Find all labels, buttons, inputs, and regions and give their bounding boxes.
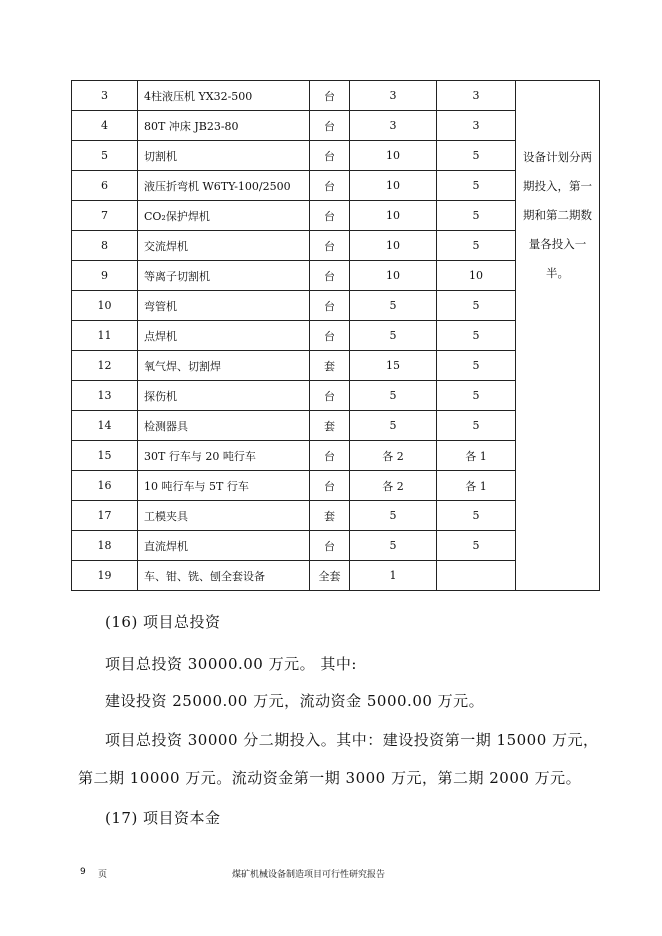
planned-quantity-cell: 10 — [350, 201, 437, 231]
row-number-cell: 12 — [72, 351, 138, 381]
row-number-cell: 4 — [72, 111, 138, 141]
row-number-cell: 9 — [72, 261, 138, 291]
equipment-name-cell: 检测器具 — [138, 411, 310, 441]
planned-quantity-cell: 10 — [350, 261, 437, 291]
section-17-heading: (17) 项目资本金 — [105, 809, 221, 827]
row-number-cell: 16 — [72, 471, 138, 501]
row-number-cell: 3 — [72, 81, 138, 111]
row-number-cell: 19 — [72, 561, 138, 591]
phase-one-quantity-cell: 各 1 — [437, 471, 516, 501]
unit-cell: 台 — [310, 531, 350, 561]
unit-cell: 套 — [310, 351, 350, 381]
phase-one-quantity-cell: 5 — [437, 381, 516, 411]
row-number-cell: 10 — [72, 291, 138, 321]
unit-cell: 台 — [310, 111, 350, 141]
planned-quantity-cell: 3 — [350, 111, 437, 141]
planned-quantity-cell: 各 2 — [350, 441, 437, 471]
planned-quantity-cell: 5 — [350, 531, 437, 561]
equipment-name-cell: 氧气焊、切割焊 — [138, 351, 310, 381]
unit-cell: 套 — [310, 501, 350, 531]
phase-one-quantity-cell: 3 — [437, 81, 516, 111]
unit-cell: 台 — [310, 441, 350, 471]
equipment-name-cell: 30T 行车与 20 吨行车 — [138, 441, 310, 471]
row-number-cell: 8 — [72, 231, 138, 261]
phase-one-quantity-cell — [437, 561, 516, 591]
planned-quantity-cell: 15 — [350, 351, 437, 381]
equipment-name-cell: 工模夹具 — [138, 501, 310, 531]
planned-quantity-cell: 5 — [350, 501, 437, 531]
unit-cell: 台 — [310, 141, 350, 171]
equipment-name-cell: 80T 冲床 JB23-80 — [138, 111, 310, 141]
row-number-cell: 15 — [72, 441, 138, 471]
planned-quantity-cell: 5 — [350, 381, 437, 411]
equipment-name-cell: 直流焊机 — [138, 531, 310, 561]
equipment-table-body — [72, 81, 600, 591]
phase-one-quantity-cell: 5 — [437, 411, 516, 441]
unit-cell: 台 — [310, 231, 350, 261]
phased-investment-line-1: 项目总投资 30000 分二期投入。其中：建设投资第一期 15000 万元， — [105, 731, 599, 749]
footer-page-label: 页 — [98, 870, 108, 880]
phase-one-quantity-cell: 10 — [437, 261, 516, 291]
planned-quantity-cell: 10 — [350, 141, 437, 171]
row-number-cell: 5 — [72, 141, 138, 171]
unit-cell: 台 — [310, 171, 350, 201]
equipment-name-cell: 交流焊机 — [138, 231, 310, 261]
planned-quantity-cell: 5 — [350, 321, 437, 351]
phase-one-quantity-cell: 5 — [437, 201, 516, 231]
planned-quantity-cell: 5 — [350, 411, 437, 441]
row-number-cell: 11 — [72, 321, 138, 351]
section-16-heading: (16) 项目总投资 — [105, 613, 221, 631]
row-number-cell: 6 — [72, 171, 138, 201]
footer-page-number: 9 — [80, 867, 86, 877]
table-row — [72, 81, 600, 111]
planned-quantity-cell: 1 — [350, 561, 437, 591]
total-investment-text: 项目总投资 30000.00 万元。 其中: — [105, 655, 357, 673]
equipment-name-cell: 液压折弯机 W6TY-100/2500 — [138, 171, 310, 201]
planned-quantity-cell: 5 — [350, 291, 437, 321]
phase-one-quantity-cell: 5 — [437, 291, 516, 321]
phased-investment-line-2: 第二期 10000 万元。流动资金第一期 3000 万元，第二期 2000 万元。 — [78, 769, 582, 787]
remarks-cell: 设备计划分两期投入，第一期和第二期数量各投入一半。 — [516, 81, 600, 591]
phase-one-quantity-cell: 5 — [437, 141, 516, 171]
equipment-name-cell: 4柱液压机 YX32-500 — [138, 81, 310, 111]
unit-cell: 台 — [310, 471, 350, 501]
unit-cell: 台 — [310, 381, 350, 411]
row-number-cell: 17 — [72, 501, 138, 531]
phase-one-quantity-cell: 5 — [437, 171, 516, 201]
equipment-name-cell: 点焊机 — [138, 321, 310, 351]
unit-cell: 台 — [310, 81, 350, 111]
row-number-cell: 18 — [72, 531, 138, 561]
equipment-name-cell: 10 吨行车与 5T 行车 — [138, 471, 310, 501]
phase-one-quantity-cell: 5 — [437, 231, 516, 261]
phase-one-quantity-cell: 3 — [437, 111, 516, 141]
equipment-name-cell: CO₂保护焊机 — [138, 201, 310, 231]
phase-one-quantity-cell: 各 1 — [437, 441, 516, 471]
planned-quantity-cell: 3 — [350, 81, 437, 111]
unit-cell: 台 — [310, 291, 350, 321]
row-number-cell: 14 — [72, 411, 138, 441]
row-number-cell: 13 — [72, 381, 138, 411]
equipment-name-cell: 车、钳、铣、刨全套设备 — [138, 561, 310, 591]
unit-cell: 台 — [310, 321, 350, 351]
unit-cell: 全套 — [310, 561, 350, 591]
phase-one-quantity-cell: 5 — [437, 501, 516, 531]
equipment-name-cell: 弯管机 — [138, 291, 310, 321]
construction-investment-text: 建设投资 25000.00 万元，流动资金 5000.00 万元。 — [105, 692, 485, 710]
row-number-cell: 7 — [72, 201, 138, 231]
planned-quantity-cell: 各 2 — [350, 471, 437, 501]
unit-cell: 套 — [310, 411, 350, 441]
equipment-name-cell: 切割机 — [138, 141, 310, 171]
planned-quantity-cell: 10 — [350, 171, 437, 201]
phase-one-quantity-cell: 5 — [437, 321, 516, 351]
equipment-name-cell: 探伤机 — [138, 381, 310, 411]
equipment-name-cell: 等离子切割机 — [138, 261, 310, 291]
unit-cell: 台 — [310, 201, 350, 231]
phase-one-quantity-cell: 5 — [437, 351, 516, 381]
equipment-table — [71, 80, 600, 591]
unit-cell: 台 — [310, 261, 350, 291]
footer-report-title: 煤矿机械设备制造项目可行性研究报告 — [232, 870, 386, 880]
phase-one-quantity-cell: 5 — [437, 531, 516, 561]
planned-quantity-cell: 10 — [350, 231, 437, 261]
